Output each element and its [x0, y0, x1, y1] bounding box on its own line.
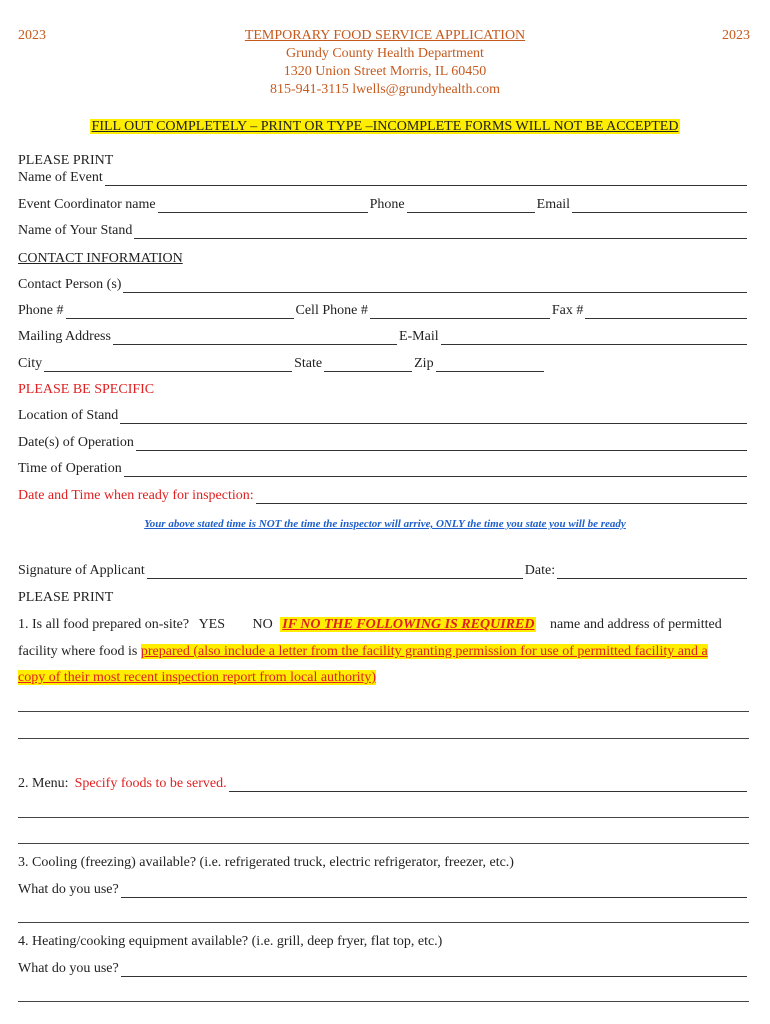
- city-label: City: [18, 356, 43, 371]
- cell-phone-field[interactable]: [370, 306, 550, 319]
- q2-red-text: Specify foods to be served.: [74, 776, 227, 791]
- q1-line3-highlight: copy of their most recent inspection report from local authority): [18, 670, 377, 685]
- q1-line2-prefix: facility where food is: [18, 644, 138, 659]
- q4-use-row: [18, 961, 749, 977]
- mailing-row: [18, 329, 749, 345]
- q2-row: [18, 776, 749, 792]
- time-label: Time of Operation: [18, 461, 122, 476]
- q2-field[interactable]: [229, 779, 747, 792]
- stand-name-row: [18, 223, 749, 239]
- inspection-field[interactable]: [256, 491, 747, 504]
- mailing-field[interactable]: [113, 332, 397, 345]
- time-row: [18, 461, 749, 477]
- inspection-note-text: Your above stated time is NOT the time the inspector will arrive, ONLY the time you state you will be ready: [144, 518, 626, 530]
- q1-answer-line-2[interactable]: [18, 738, 749, 739]
- city-field[interactable]: [44, 359, 292, 372]
- email-label: Email: [536, 197, 571, 212]
- q1-line2-highlight: prepared (also include a letter from the facility granting permission for use of permitted facility and a: [140, 644, 708, 659]
- contact-person-field[interactable]: [123, 280, 747, 293]
- event-name-field[interactable]: [105, 173, 747, 186]
- q4-label: 4. Heating/cooking equipment available? (i.e. grill, deep fryer, flat top, etc.): [18, 934, 443, 949]
- inspection-note: [0, 514, 770, 532]
- contact-email-field[interactable]: [441, 332, 747, 345]
- coordinator-field[interactable]: [158, 200, 368, 213]
- phone-field[interactable]: [407, 200, 535, 213]
- location-label: Location of Stand: [18, 408, 119, 423]
- instruction-banner: [0, 117, 770, 135]
- fax-field[interactable]: [585, 306, 747, 319]
- q1-line1: [18, 617, 722, 633]
- banner-text: FILL OUT COMPLETELY – PRINT OR TYPE –INCOMPLETE FORMS WILL NOT BE ACCEPTED: [91, 119, 679, 134]
- signature-date-label: Date:: [524, 563, 556, 578]
- contact-phone-label: Phone #: [18, 303, 64, 318]
- year-right: 2023: [722, 28, 750, 43]
- fax-label: Fax #: [551, 303, 584, 318]
- q4-use-label: What do you use?: [18, 961, 119, 976]
- q3-label: 3. Cooling (freezing) available? (i.e. refrigerated truck, electric refrigerator, freezer, etc.): [18, 855, 514, 870]
- contact-email-label: E-Mail: [398, 329, 439, 344]
- contact-phone-field[interactable]: [66, 306, 294, 319]
- contact-person-label: Contact Person (s): [18, 277, 122, 292]
- q2-label: 2. Menu:: [18, 776, 69, 791]
- org-contact: 815-941-3115 lwells@grundyhealth.com: [269, 82, 501, 97]
- q4-use-field[interactable]: [121, 964, 747, 977]
- contact-person-row: [18, 277, 749, 293]
- q3-answer-line[interactable]: [18, 922, 749, 923]
- q1-required: IF NO THE FOLLOWING IS REQUIRED: [282, 617, 535, 632]
- q1-yes[interactable]: YES: [198, 617, 226, 632]
- zip-label: Zip: [414, 356, 434, 371]
- zip-field[interactable]: [436, 359, 544, 372]
- signature-row: [18, 563, 749, 579]
- coordinator-label: Event Coordinator name: [18, 197, 156, 212]
- signature-field[interactable]: [147, 566, 523, 579]
- year-left: 2023: [18, 28, 46, 43]
- questions-heading: PLEASE PRINT: [18, 590, 114, 605]
- event-name-label: Name of Event: [18, 170, 103, 185]
- q1-suffix: name and address of permitted: [549, 617, 722, 632]
- q1-no[interactable]: NO: [252, 617, 273, 632]
- signature-label: Signature of Applicant: [18, 563, 145, 578]
- q1-prefix: 1. Is all food prepared on-site?: [18, 617, 190, 632]
- phone-row: [18, 303, 749, 319]
- inspection-row: [18, 488, 749, 504]
- mailing-label: Mailing Address: [18, 329, 111, 344]
- email-field[interactable]: [572, 200, 747, 213]
- section-heading-print: PLEASE PRINT: [18, 153, 114, 168]
- signature-date-field[interactable]: [557, 566, 747, 579]
- q1-answer-line-1[interactable]: [18, 711, 749, 712]
- q1-line2: [18, 644, 708, 660]
- org-name: Grundy County Health Department: [286, 46, 484, 61]
- state-field[interactable]: [324, 359, 412, 372]
- dates-field[interactable]: [136, 438, 747, 451]
- stand-name-label: Name of Your Stand: [18, 223, 133, 238]
- dates-label: Date(s) of Operation: [18, 435, 134, 450]
- contact-heading: CONTACT INFORMATION: [18, 251, 183, 266]
- q4-answer-line[interactable]: [18, 1001, 749, 1002]
- event-name-row: [18, 170, 749, 186]
- q2-answer-line-2[interactable]: [18, 843, 749, 844]
- cell-phone-label: Cell Phone #: [295, 303, 368, 318]
- q1-line3: [18, 670, 376, 686]
- dates-row: [18, 435, 749, 451]
- form-title: TEMPORARY FOOD SERVICE APPLICATION: [244, 28, 526, 43]
- location-field[interactable]: [120, 411, 747, 424]
- inspection-label: Date and Time when ready for inspection:: [18, 488, 254, 503]
- coordinator-row: [18, 197, 749, 213]
- q2-answer-line-1[interactable]: [18, 817, 749, 818]
- phone-label: Phone: [369, 197, 405, 212]
- specific-heading: PLEASE BE SPECIFIC: [18, 382, 155, 397]
- stand-name-field[interactable]: [134, 226, 747, 239]
- q3-use-row: [18, 882, 749, 898]
- org-address: 1320 Union Street Morris, IL 60450: [283, 64, 487, 79]
- state-label: State: [294, 356, 323, 371]
- q3-use-label: What do you use?: [18, 882, 119, 897]
- q3-use-field[interactable]: [121, 885, 747, 898]
- location-row: [18, 408, 749, 424]
- city-row: [18, 356, 546, 372]
- time-field[interactable]: [124, 464, 747, 477]
